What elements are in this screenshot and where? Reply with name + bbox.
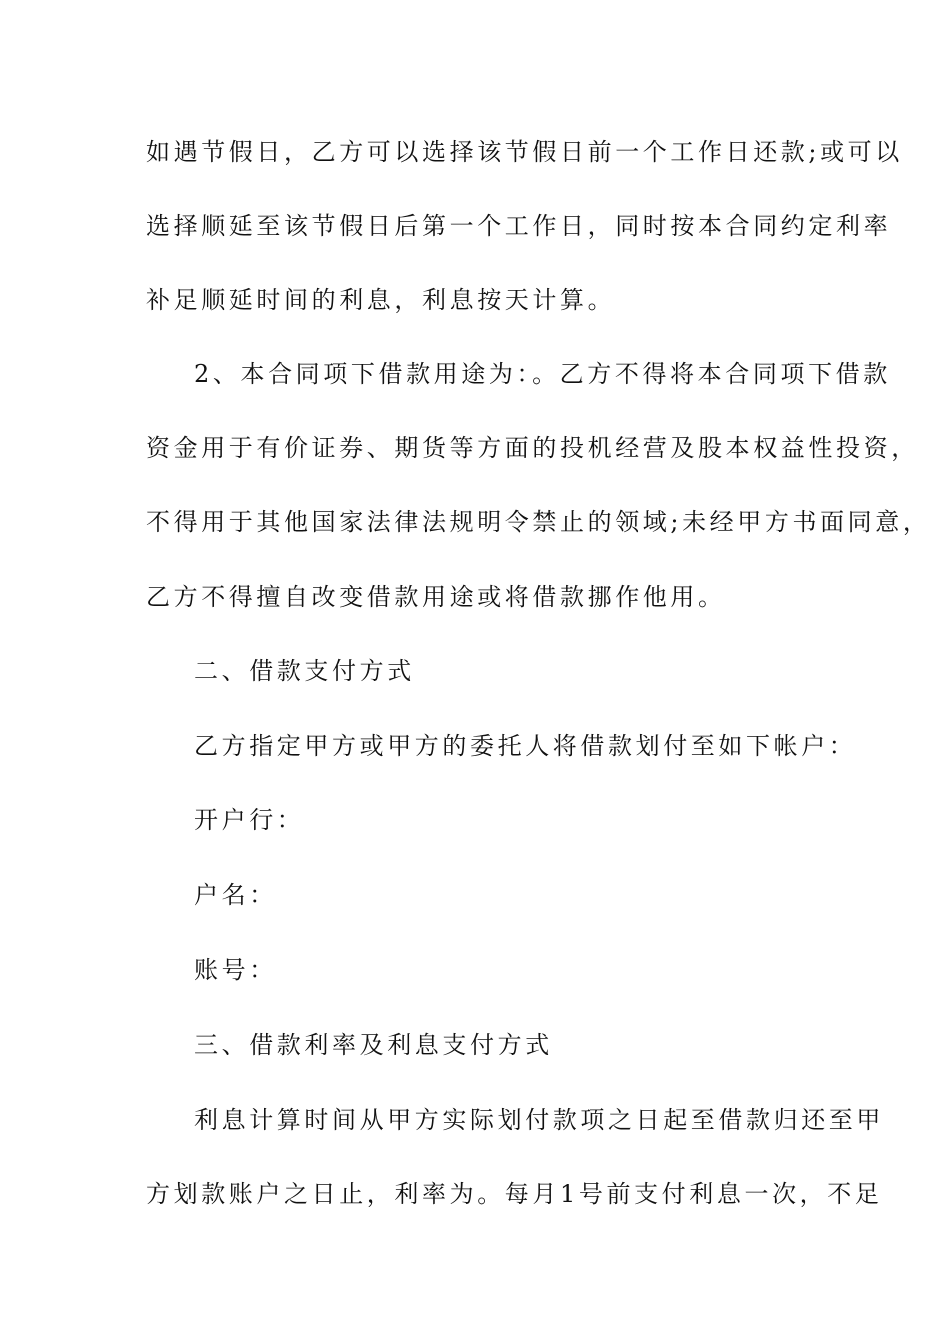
text-line-7: 乙方不得擅自改变借款用途或将借款挪作他用。 [146,583,726,611]
text-line-4: 2、本合同项下借款用途为：。乙方不得将本合同项下借款 [194,360,891,388]
account-number-label: 账号： [194,956,277,984]
section-heading-3: 三、借款利率及利息支付方式 [194,1031,553,1059]
text-line-2: 选择顺延至该节假日后第一个工作日，同时按本合同约定利率 [146,212,892,240]
text-line-5: 资金用于有价证券、期货等方面的投机经营及股本权益性投资， [146,434,919,462]
bank-label: 开户行： [194,806,305,834]
section-heading-2: 二、借款支付方式 [194,657,415,685]
account-name-label: 户名： [194,881,277,909]
text-line-3: 补足顺延时间的利息，利息按天计算。 [146,286,616,314]
text-line-14: 利息计算时间从甲方实际划付款项之日起至借款归还至甲 [194,1106,884,1134]
text-line-9: 乙方指定甲方或甲方的委托人将借款划付至如下帐户： [194,732,857,760]
text-line-1: 如遇节假日，乙方可以选择该节假日前一个工作日还款;或可以 [146,138,903,166]
text-line-6: 不得用于其他国家法律法规明令禁止的领域;未经甲方书面同意， [146,508,931,536]
text-line-15: 方划款账户之日止，利率为。每月1号前支付利息一次，不足 [146,1180,883,1208]
